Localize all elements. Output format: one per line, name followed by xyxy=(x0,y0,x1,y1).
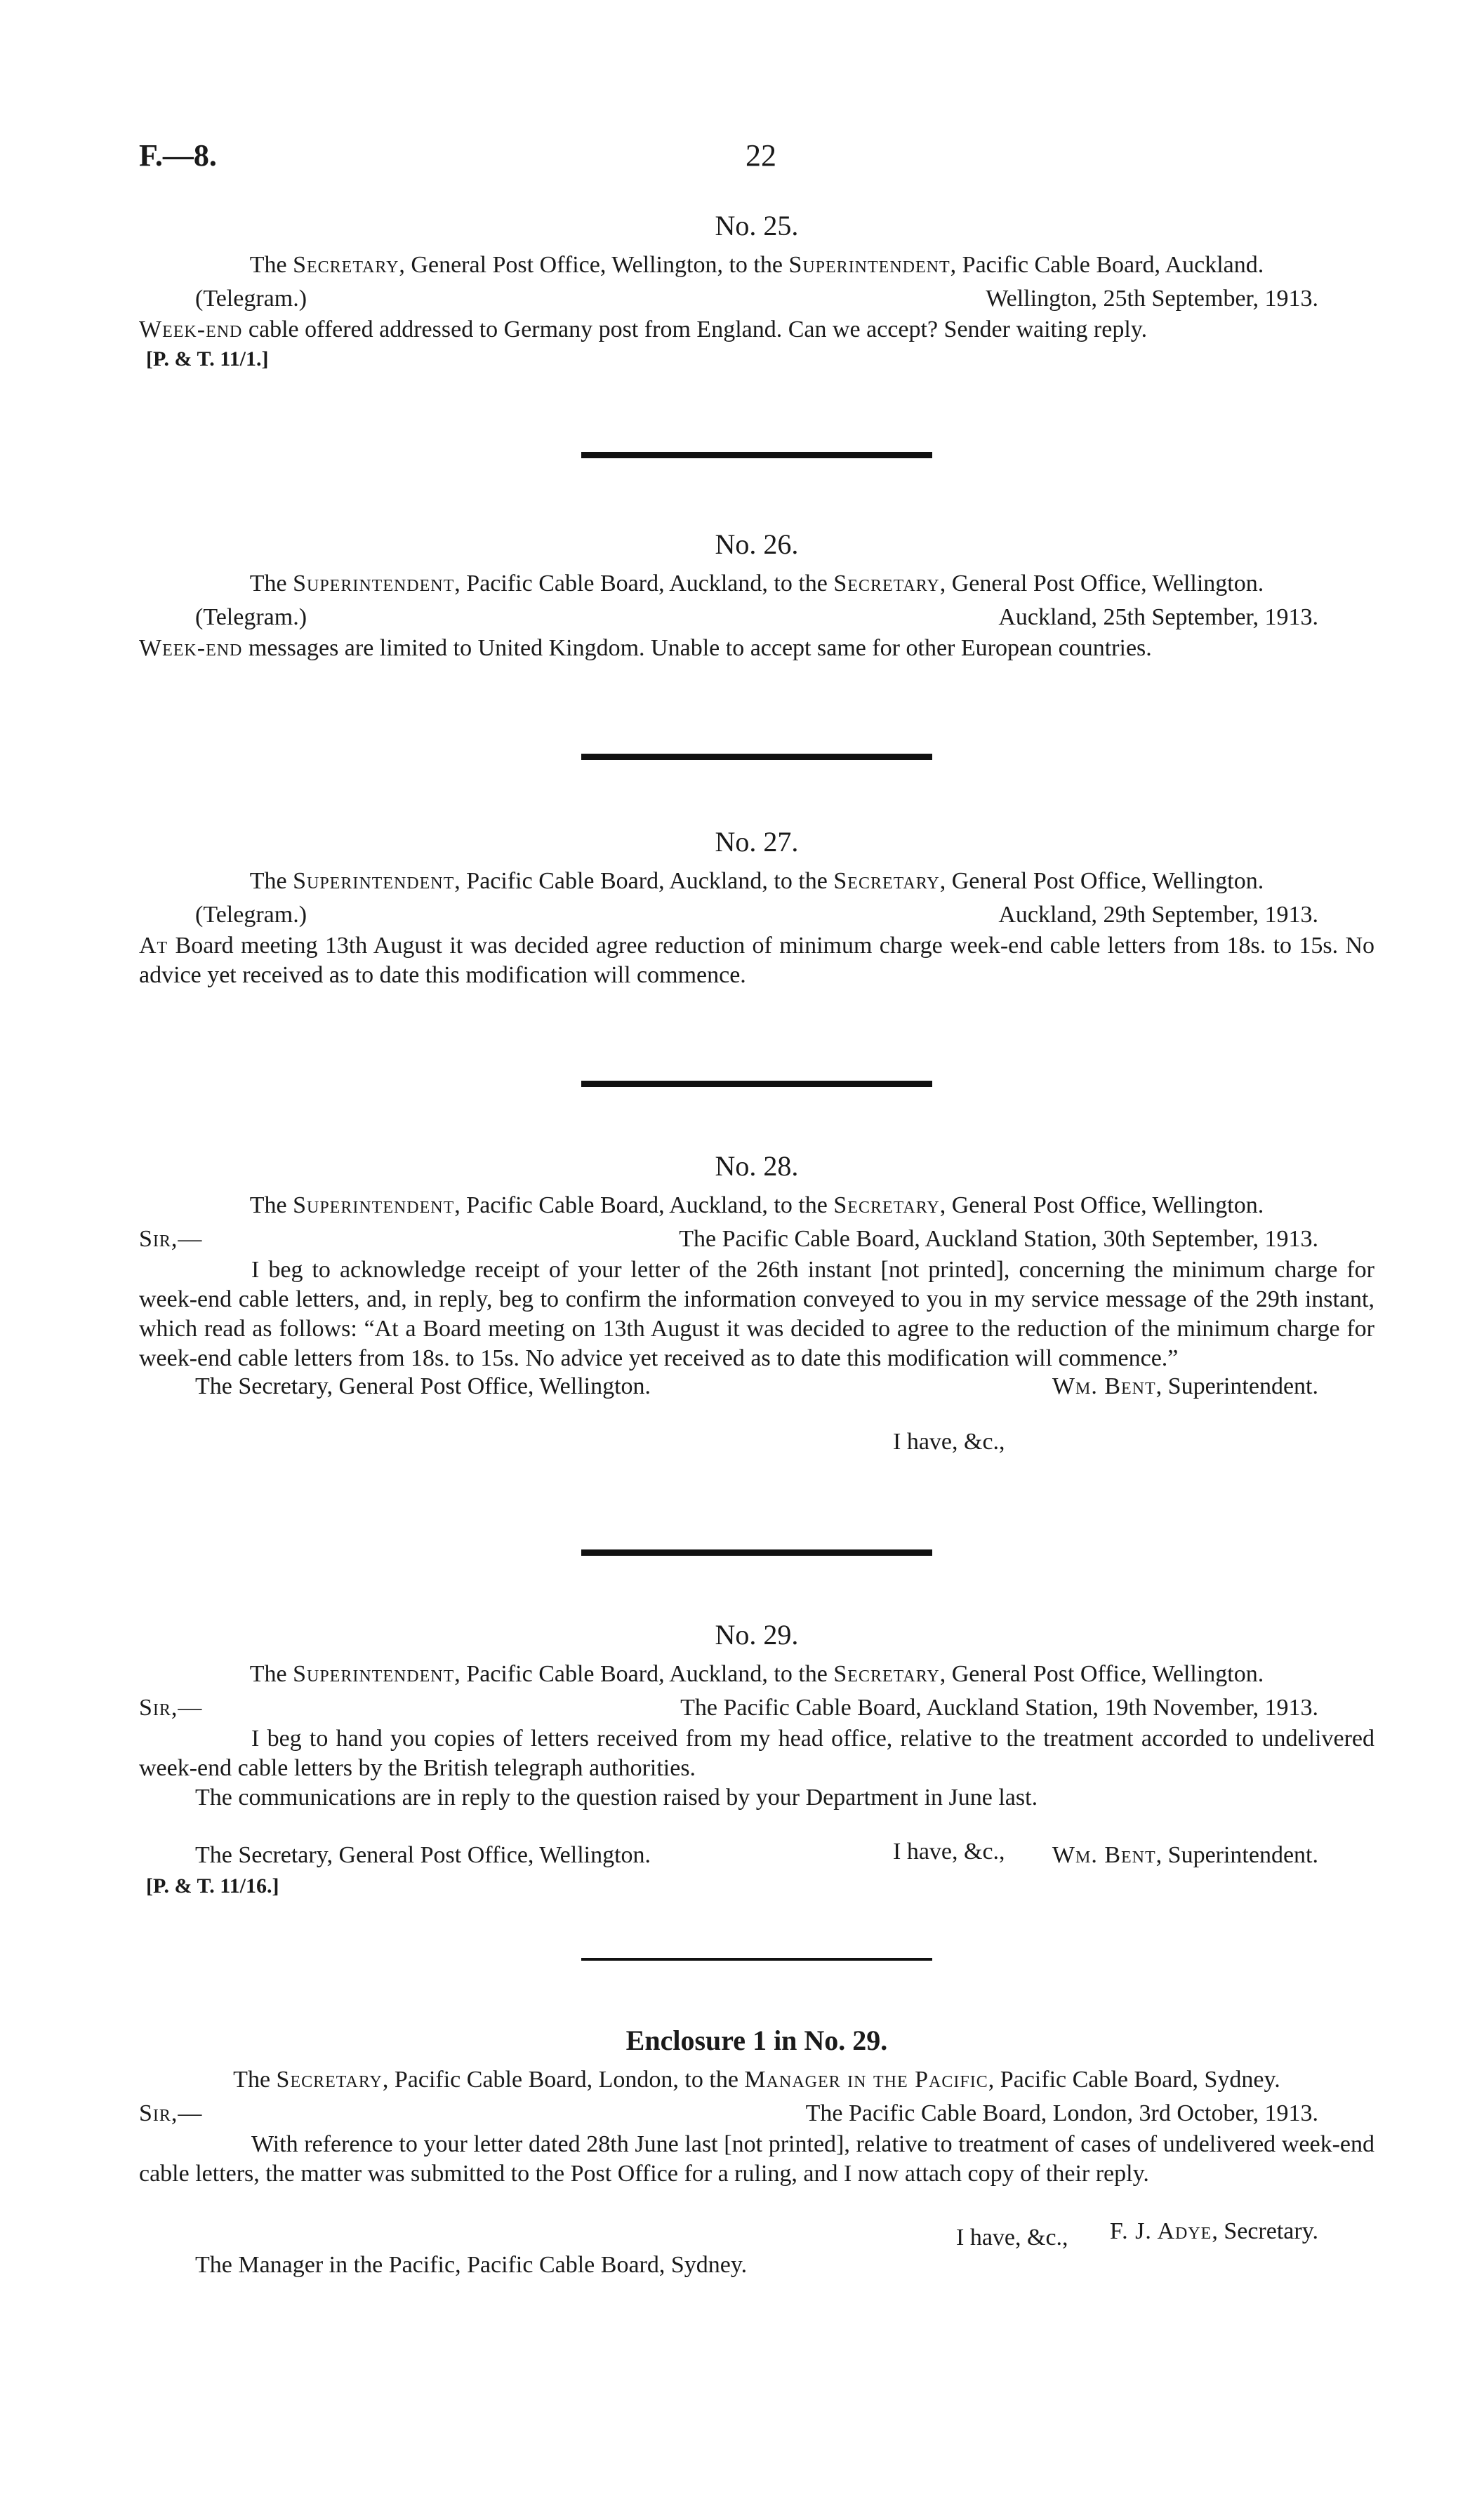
letter-text: The communications are in reply to the question raised by your Department in June last. xyxy=(195,1785,1038,1811)
dateline-row xyxy=(139,902,1374,931)
section-number: No. 25. xyxy=(715,210,799,241)
salutation: Sir,— xyxy=(139,1226,203,1252)
section-no-28 xyxy=(139,1149,1374,1403)
telegram-label: (Telegram.) xyxy=(195,604,307,630)
section-number: No. 28. xyxy=(715,1150,799,1182)
telegram-label: (Telegram.) xyxy=(195,902,307,928)
dateline: Wellington, 25th September, 1913. xyxy=(986,286,1318,312)
section-no-25 xyxy=(139,209,1374,371)
section-number: No. 27. xyxy=(715,826,799,858)
section-no-27 xyxy=(139,825,1374,990)
document-code: F.—8. xyxy=(139,138,217,173)
address-line: The Secretary, General Post Office, Wellington, to the Superintendent, Pacific Cable Board, Auckland. xyxy=(249,252,1264,278)
enclosure-heading: Enclosure 1 in No. 29. xyxy=(625,2025,888,2056)
salutation: Sir,— xyxy=(139,1695,203,1721)
addressee: The Manager in the Pacific, Pacific Cable Board, Sydney. xyxy=(195,2252,748,2278)
addressee: The Secretary, General Post Office, Wellington. xyxy=(195,1373,651,1399)
closing-phrase: I have, &c., xyxy=(893,1429,1005,1455)
section-no-26 xyxy=(139,528,1374,663)
letter-text: With reference to your letter dated 28th June last [not printed], relative to treatment of cases of undelivered week-end cable letters, the matter was submitted to the Post Office for a ruling, and I now attach copy of their reply. xyxy=(139,2131,1374,2187)
salutation-row xyxy=(139,1695,1374,1724)
section-no-29 xyxy=(139,1618,1374,1898)
dateline: The Pacific Cable Board, Auckland Station, 30th September, 1913. xyxy=(679,1226,1318,1252)
section-number: No. 26. xyxy=(715,528,799,560)
salutation-row xyxy=(139,1226,1374,1255)
salutation-row xyxy=(139,2100,1374,2130)
section-divider xyxy=(581,754,932,760)
dateline: Auckland, 25th September, 1913. xyxy=(998,604,1318,630)
section-enclosure-1 xyxy=(139,2024,1374,2281)
salutation: Sir,— xyxy=(139,2100,203,2126)
letter-text: I beg to hand you copies of letters received from my head office, relative to the treatment accorded to undelivered week-end cable letters by the British telegraph authorities. xyxy=(139,1726,1374,1781)
file-reference: [P. & T. 11/16.] xyxy=(146,1874,279,1898)
message-text: At Board meeting 13th August it was decided agree reduction of minimum charge week-end cable letters from 18s. to 15s. No advice yet received as to date this modification will commence. xyxy=(139,933,1374,988)
address-line: The Superintendent, Pacific Cable Board, Auckland, to the Secretary, General Post Office, Wellington. xyxy=(249,868,1264,894)
addressee-row xyxy=(139,2252,1374,2281)
signature: Wm. Bent, Superintendent. xyxy=(1052,1842,1318,1868)
addressee: The Secretary, General Post Office, Wellington. xyxy=(195,1842,651,1868)
dateline: The Pacific Cable Board, London, 3rd October, 1913. xyxy=(805,2100,1318,2126)
dateline-row xyxy=(139,604,1374,634)
section-divider xyxy=(581,452,932,458)
section-divider xyxy=(581,1081,932,1087)
closing-phrase: I have, &c., xyxy=(893,1839,1005,1865)
address-line: The Superintendent, Pacific Cable Board, Auckland, to the Secretary, General Post Office, Wellington. xyxy=(249,1661,1264,1687)
address-line: The Superintendent, Pacific Cable Board, Auckland, to the Secretary, General Post Office, Wellington. xyxy=(249,1192,1264,1218)
signature-row xyxy=(139,2218,1374,2248)
section-number: No. 29. xyxy=(715,1619,799,1651)
letter-text: I beg to acknowledge receipt of your letter of the 26th instant [not printed], concerning the minimum charge for week-end cable letters, and, in reply, beg to confirm the information conveyed to you in my service message of the 29th instant, which read as follows: “At a Board meeting on 13th August it was decided to agree to the reduction of the minimum charge for week-end cable letters from 18s. to 15s. No advice yet received as to date this modification will commence.” xyxy=(139,1257,1374,1371)
closing-phrase: I have, &c., xyxy=(956,2225,1068,2251)
signature: F. J. Adye, Secretary. xyxy=(1109,2218,1318,2244)
signature: Wm. Bent, Superintendent. xyxy=(1052,1373,1318,1399)
dateline-row xyxy=(139,286,1374,315)
message-text: Week-end messages are limited to United Kingdom. Unable to accept same for other European countries. xyxy=(139,635,1152,661)
message-text: Week-end cable offered addressed to Germany post from England. Can we accept? Sender waiting reply. xyxy=(139,316,1148,342)
file-reference: [P. & T. 11/1.] xyxy=(146,347,269,371)
section-divider xyxy=(581,1549,932,1556)
section-divider xyxy=(581,1958,932,1961)
dateline: The Pacific Cable Board, Auckland Station, 19th November, 1913. xyxy=(680,1695,1318,1721)
telegram-label: (Telegram.) xyxy=(195,286,307,312)
address-line: The Secretary, Pacific Cable Board, London, to the Manager in the Pacific, Pacific Cable Board, Sydney. xyxy=(233,2067,1280,2093)
dateline: Auckland, 29th September, 1913. xyxy=(998,902,1318,928)
closing-row xyxy=(139,1373,1374,1403)
closing-row xyxy=(139,1842,1374,1872)
address-line: The Superintendent, Pacific Cable Board, Auckland, to the Secretary, General Post Office, Wellington. xyxy=(249,571,1264,596)
page-number: 22 xyxy=(746,138,776,173)
